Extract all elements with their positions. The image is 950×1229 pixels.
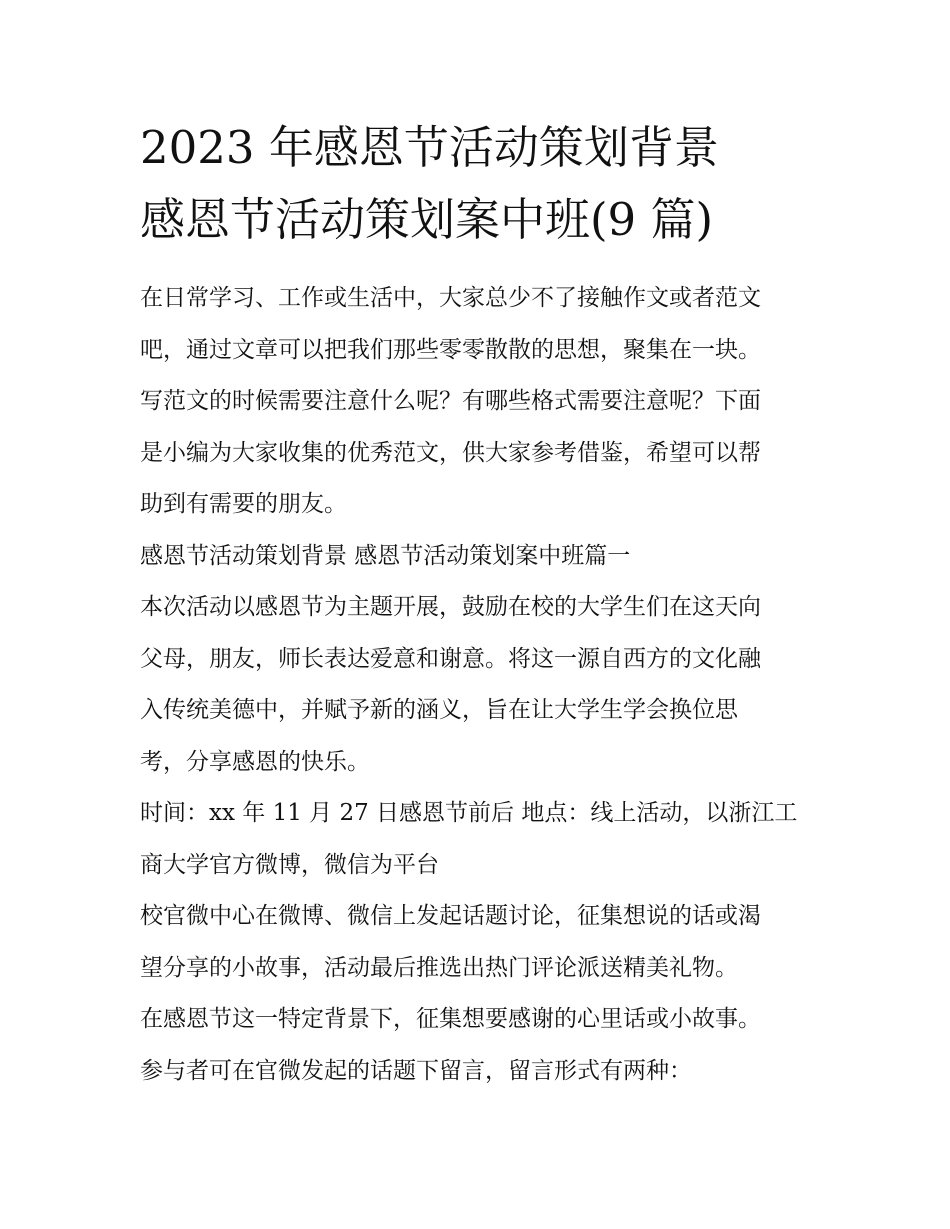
document-body (140, 273, 820, 1097)
paragraph-line: 望分享的小故事，活动最后推选出热门评论派送精美礼物。 (140, 954, 738, 981)
paragraph-line: 父母，朋友，师长表达爱意和谢意。将这一源自西方的文化融 (140, 645, 761, 672)
intro-line: 助到有需要的朋友。 (140, 491, 347, 517)
paragraph-line: 入传统美德中，并赋予新的涵义，旨在让大学生学会换位思 (140, 697, 738, 723)
document-page (140, 112, 820, 1097)
paragraph-line: 考，分享感恩的快乐。 (140, 748, 370, 775)
title-line-2: 感恩节活动策划案中班(9 篇) (140, 193, 714, 246)
intro-paragraph (140, 273, 820, 531)
paragraph-line: 本次活动以感恩节为主题开展，鼓励在校的大学生们在这天向 (140, 594, 761, 620)
paragraph-line: 商大学官方微博，微信为平台 (140, 851, 439, 878)
intro-line: 在日常学习、工作或生活中，大家总少不了接触作文或者范文 (140, 285, 761, 311)
paragraph-line: 参与者可在官微发起的话题下留言，留言形式有两种： (140, 1057, 692, 1084)
title-line-1: 2023 年感恩节活动策划背景 (140, 121, 719, 174)
intro-line: 是小编为大家收集的优秀范文，供大家参考借鉴，希望可以帮 (140, 439, 761, 466)
paragraph-theme (140, 582, 820, 788)
intro-line: 写范文的时候需要注意什么呢？有哪些格式需要注意呢？下面 (140, 388, 761, 414)
paragraph-activity (140, 891, 820, 994)
paragraph-background (140, 994, 820, 1046)
paragraph-time-location (140, 788, 820, 891)
section-heading-text: 感恩节活动策划背景 感恩节活动策划案中班篇一 (140, 542, 631, 569)
intro-line: 吧，通过文章可以把我们那些零零散散的思想，聚集在一块。 (140, 336, 761, 363)
paragraph-line: 在感恩节这一特定背景下，征集想要感谢的心里话或小故事。 (140, 1006, 761, 1032)
paragraph-participation (140, 1046, 820, 1098)
document-title (140, 112, 820, 256)
paragraph-line: 时间：xx 年 11 月 27 日感恩节前后 地点：线上活动，以浙江工 (140, 800, 798, 826)
paragraph-line: 校官微中心在微博、微信上发起话题讨论，征集想说的话或渴 (140, 903, 761, 929)
section-heading (140, 531, 820, 583)
